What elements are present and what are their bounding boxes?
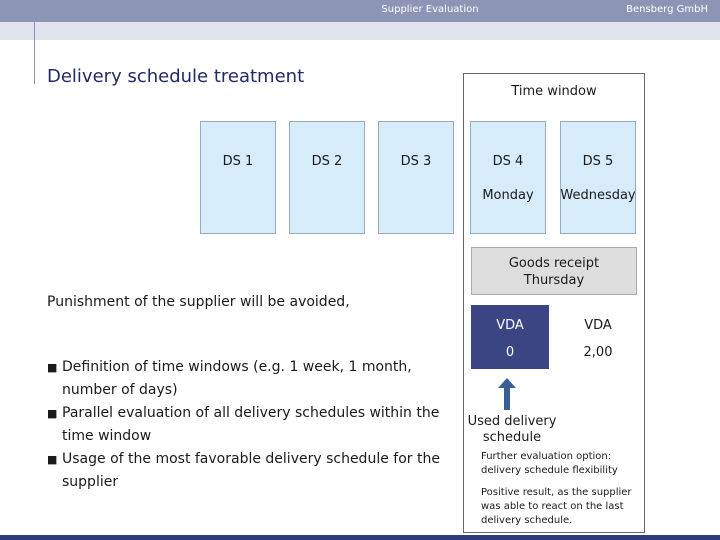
delivery-schedule-1 xyxy=(200,121,276,234)
ds-name: DS 3 xyxy=(400,154,432,169)
ds-name: DS 4 xyxy=(492,154,524,169)
punishment-text: Punishment of the supplier will be avoided, xyxy=(47,294,350,310)
square-bullet-icon: ■ xyxy=(47,361,58,374)
header-title: Supplier Evaluation xyxy=(381,4,479,15)
accent-divider xyxy=(34,22,35,84)
goods-receipt-line1: Goods receipt xyxy=(508,256,600,271)
list-item xyxy=(47,448,447,494)
delivery-schedule-4 xyxy=(470,121,546,234)
bullet-line1: Usage of the most favorable delivery schedule for the xyxy=(62,451,440,467)
note-line: Positive result, as the supplier xyxy=(481,487,632,498)
bullet-line2: number of days) xyxy=(62,382,178,398)
square-bullet-icon: ■ xyxy=(47,453,58,466)
vda-selected-box xyxy=(471,305,549,369)
list-item xyxy=(47,402,447,448)
company-name: Bensberg GmbH xyxy=(626,4,708,15)
goods-receipt-box xyxy=(471,247,637,295)
footer-bar xyxy=(0,535,720,540)
time-window-label: Time window xyxy=(511,84,597,99)
ds-day: Wednesday xyxy=(560,188,636,203)
vda-other-box xyxy=(559,305,637,369)
square-bullet-icon: ■ xyxy=(47,407,58,420)
bullet-line2: time window xyxy=(62,428,152,444)
vda-label: VDA xyxy=(496,318,524,333)
vda-value: 2,00 xyxy=(583,345,613,360)
vda-value: 0 xyxy=(505,345,515,360)
delivery-schedule-2 xyxy=(289,121,365,234)
note-line: delivery schedule. xyxy=(481,515,573,526)
ds-day: Monday xyxy=(482,188,534,203)
header-band xyxy=(0,22,720,40)
note-line: delivery schedule flexibility xyxy=(481,465,618,476)
delivery-schedule-3 xyxy=(378,121,454,234)
note-line: Further evaluation option: xyxy=(481,451,612,462)
bullet-list xyxy=(47,356,447,494)
ds-name: DS 1 xyxy=(222,154,254,169)
used-schedule-line1: Used delivery xyxy=(467,414,557,429)
note-line: was able to react on the last xyxy=(481,501,624,512)
up-arrow-icon xyxy=(497,378,517,410)
bullet-line1: Parallel evaluation of all delivery schedules within the xyxy=(62,405,440,421)
vda-label: VDA xyxy=(584,318,612,333)
positive-result-note xyxy=(481,486,643,528)
ds-name: DS 5 xyxy=(582,154,614,169)
used-schedule-caption xyxy=(461,414,563,446)
used-schedule-line2: schedule xyxy=(482,430,542,445)
bullet-line1: Definition of time windows (e.g. 1 week, 1 month, xyxy=(62,359,412,375)
delivery-schedule-5 xyxy=(560,121,636,234)
bullet-line2: supplier xyxy=(62,474,119,490)
slide-title: Delivery schedule treatment xyxy=(47,66,305,87)
list-item xyxy=(47,356,447,402)
header-bar xyxy=(0,0,720,22)
goods-receipt-line2: Thursday xyxy=(523,273,585,288)
further-evaluation-note xyxy=(481,450,643,478)
ds-name: DS 2 xyxy=(311,154,343,169)
